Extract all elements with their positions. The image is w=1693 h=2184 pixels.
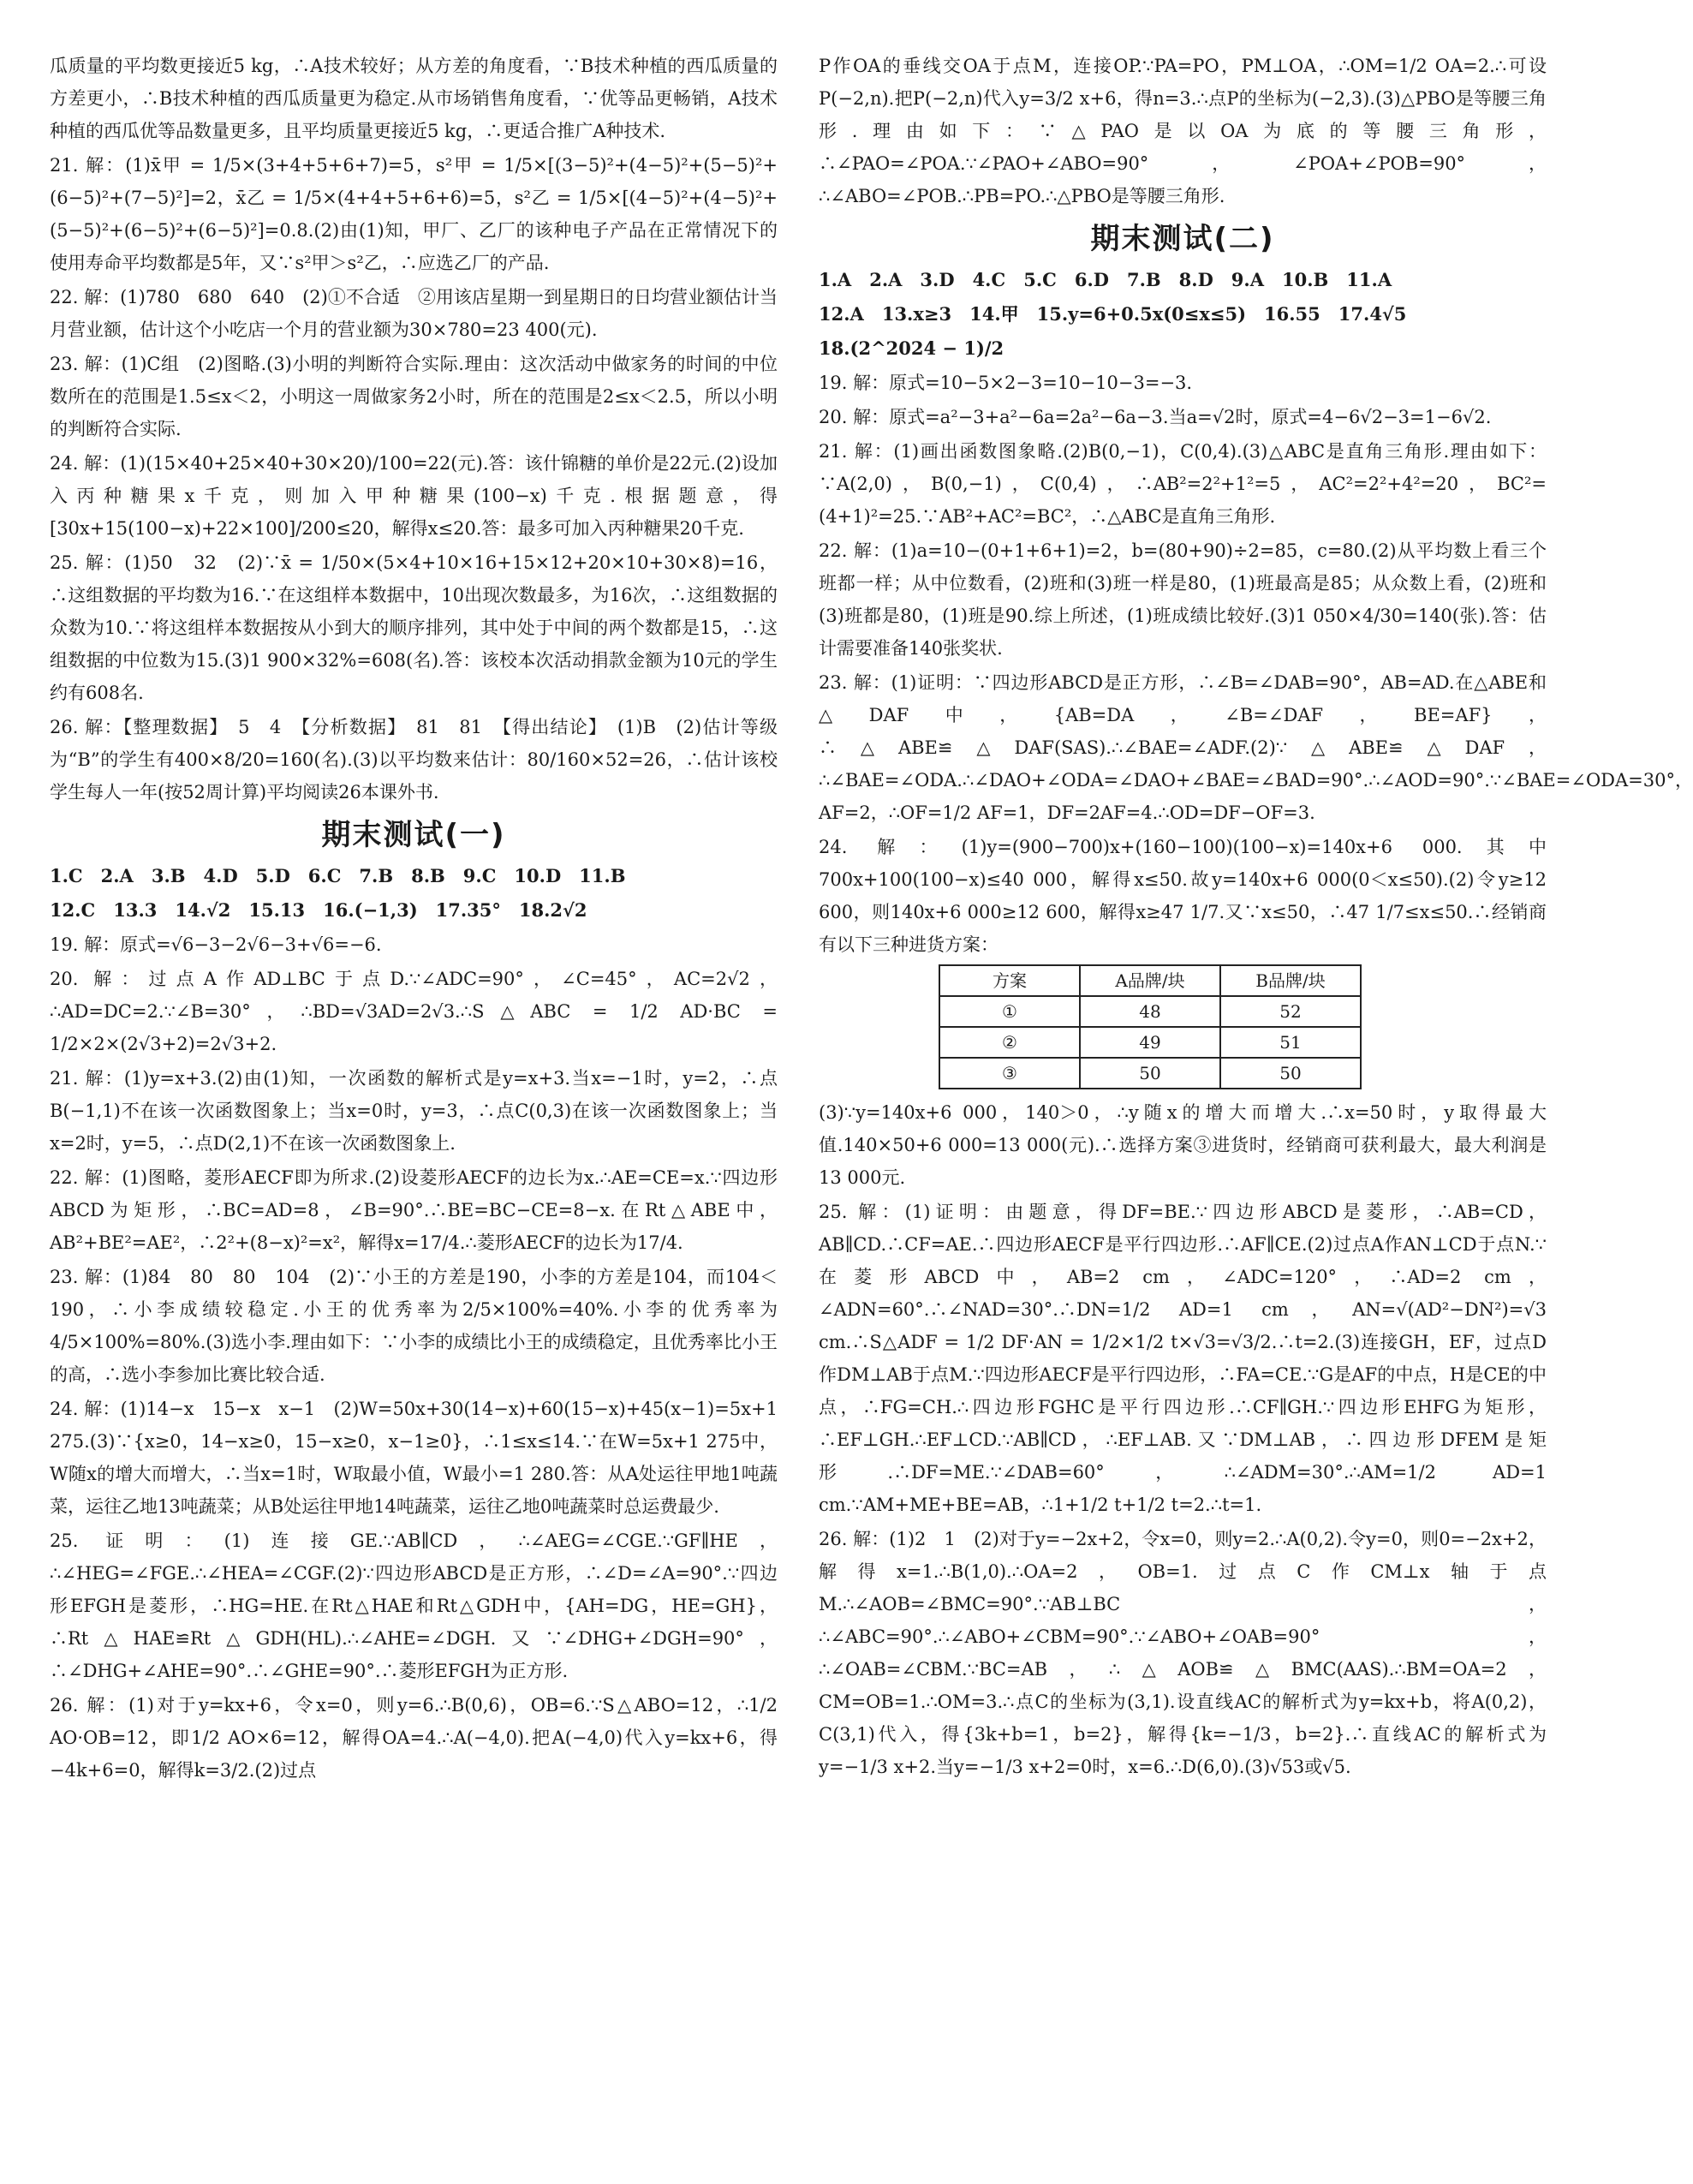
exam1-answer-24: 24. 解：(1)14−x 15−x x−1 (2)W=50x+30(14−x)+60(15−x)+45(x−1)=5x+1 275.(3)∵{x≥0，14−x≥0，15−x≥0，x−1≥0}，∴1≤x≤14.∵在W=5x+1 275中，W随x的增大而增大，∴当x=1时，W取最小值，W最小=1 280.答：从A处运往甲地1吨蔬菜，运往乙地13吨蔬菜；从B处运往甲地14吨蔬菜，运往乙地0吨蔬菜时总运费最少. [50,1399,778,1517]
exam1-answer-23: 23. 解：(1)84 80 80 104 (2)∵小王的方差是190，小李的方差是104，而104＜190，∴小李成绩较稳定.小王的优秀率为2/5×100%=40%.小李的优秀率为4/5×100%=80%.(3)选小李.理由如下：∵小李的成绩比小王的成绩稳定，且优秀率比小王的高，∴选小李参加比赛比较合适. [50,1267,778,1385]
section-title-exam-1: 期末测试(一) [321,818,506,852]
exam2-answer-25: 25. 解：(1)证明：由题意，得DF=BE.∵四边形ABCD是菱形，∴AB=CD，AB∥CD.∴CF=AE.∴四边形AECF是平行四边形.∴AF∥CE.(2)过点A作AN⊥CD于点N.∵在菱形ABCD中，AB=2 cm，∠ADC=120°，∴AD=2 cm，∠ADN=60°.∴∠NAD=30°.∴DN=1/2 AD=1 cm，AN=√(AD²−DN²)=√3 cm.∴S△ADF = 1/2 DF·AN = 1/2×1/2 t×√3=√3/2.∴t=2.(3)连接GH，EF，过点D作DM⊥AB于点M.∵四边形AECF是平行四边形，∴FA=CE.∵G是AF的中点，H是CE的中点，∴FG=CH.∴四边形FGHC是平行四边形.∴CF∥GH.∵四边形EHFG为矩形，∴EF⊥GH.∴EF⊥CD.∵AB∥CD，∴EF⊥AB.又∵DM⊥AB，∴四边形DFEM是矩形.∴DF=ME.∵∠DAB=60°，∴∠ADM=30°.∴AM=1/2 AD=1 cm.∵AM+ME+BE=AB，∴1+1/2 t+1/2 t=2.∴t=1. [819,1202,1547,1515]
exam2-answer-22: 22. 解：(1)a=10−(0+1+6+1)=2，b=(80+90)÷2=85，c=80.(2)从平均数上看三个班都一样；从中位数看，(2)班和(3)班一样是80，(1)班最高是85；从众数上看，(2)班和(3)班都是80，(1)班是90.综上所述，(1)班成绩比较好.(3)1 050×4/30=140(张).答：估计需要准备140张奖状. [819,540,1547,659]
exam1-choice-answers-a: 1.C 2.A 3.B 4.D 5.D 6.C 7.B 8.B 9.C 10.D 11.B [50,865,626,886]
exam2-answer-24-part2: (3)∵y=140x+6 000，140＞0，∴y随x的增大而增大.∴x=50时，y取得最大值.140×50+6 000=13 000(元).∴选择方案③进货时，经销商可获利最大，最大利润是13 000元. [819,1102,1547,1188]
table-cell: ② [939,1027,1080,1058]
exam1-answer-20: 20. 解：过点A作AD⊥BC于点D.∵∠ADC=90°，∠C=45°，AC=2√2，∴AD=DC=2.∵∠B=30°，∴BD=√3AD=2√3.∴S△ABC = 1/2 AD·BC = 1/2×2×(2√3+2)=2√3+2. [50,969,778,1054]
answer-25: 25. 解：(1)50 32 (2)∵x̄ = 1/50×(5×4+10×16+15×12+20×10+30×8)=16，∴这组数据的平均数为16.∵在这组样本数据中，10出现次数最多，为16次，∴这组数据的众数为10.∵将这组样本数据按从小到大的顺序排列，其中处于中间的两个数都是15，∴这组数据的中位数为15.(3)1 900×32%=608(名).答：该校本次活动捐款金额为10元的学生约有608名. [50,552,778,703]
table-header-cell: B品牌/块 [1220,965,1361,996]
answer-22: 22. 解：(1)780 680 640 (2)①不合适 ②用该店星期一到星期日的日均营业额估计当月营业额，估计这个小吃店一个月的营业额为30×780=23 400(元). [50,287,778,340]
table-header-cell: A品牌/块 [1080,965,1220,996]
table-row [939,996,1361,1027]
table-cell: 50 [1080,1058,1220,1089]
table-cell: 50 [1220,1058,1361,1089]
exam2-answer-23: 23. 解：(1)证明：∵四边形ABCD是正方形，∴∠B=∠DAB=90°，AB=AD.在△ABE和△DAF中，{AB=DA，∠B=∠DAF，BE=AF}，∴△ABE≌△DAF(SAS).∴∠BAE=∠ADF.(2)∵△ABE≌△DAF，∴∠BAE=∠ODA.∴∠DAO+∠ODA=∠DAO+∠BAE=∠BAD=90°.∴∠AOD=90°.∵∠BAE=∠ODA=30°，AF=2，∴OF=1/2 AF=1，DF=2AF=4.∴OD=DF−OF=3. [819,672,1693,823]
answer-21: 21. 解：(1)x̄甲 = 1/5×(3+4+5+6+7)=5，s²甲 = 1/5×[(3−5)²+(4−5)²+(5−5)²+(6−5)²+(7−5)²]=2，x̄乙 = 1/5×(4+4+5+6+6)=5，s²乙 = 1/5×[(4−5)²+(4−5)²+(5−5)²+(6−5)²+(6−5)²]=0.8.(2)由(1)知，甲厂、乙厂的该种电子产品在正常情况下的使用寿命平均数都是5年，又∵s²甲＞s²乙，∴应选乙厂的产品. [50,155,778,273]
table-cell: ① [939,996,1080,1027]
paragraph-continued: 瓜质量的平均数更接近5 kg，∴A技术较好；从方差的角度看，∵B技术种植的西瓜质量的方差更小，∴B技术种植的西瓜质量更为稳定.从市场销售角度看，∵优等品更畅销，A技术种植的西瓜优等品数量更多，且平均质量更接近5 kg，∴更适合推广A种技术. [50,56,778,141]
exam2-choice-answers-a: 1.A 2.A 3.D 4.C 5.C 6.D 7.B 8.D 9.A 10.B 11.A [819,269,1392,290]
exam2-choice-answers-b: 12.A 13.x≥3 14.甲 15.y=6+0.5x(0≤x≤5) 16.55 17.4√5 [819,303,1407,325]
purchase-plan-table [939,964,1362,1089]
table-cell: 48 [1080,996,1220,1027]
exam2-answer-20: 20. 解：原式=a²−3+a²−6a=2a²−6a−3.当a=√2时，原式=4−6√2−3=1−6√2. [819,407,1492,427]
exam1-answer-19: 19. 解：原式=√6−3−2√6−3+√6=−6. [50,934,382,955]
section-title-exam-2: 期末测试(二) [1090,222,1275,256]
exam2-answer-24-part1: 24. 解：(1)y=(900−700)x+(160−100)(100−x)=140x+6 000.其中700x+100(100−x)≤40 000，解得x≤50.故y=140x+6 000(0＜x≤50).(2)令y≥12 600，则140x+6 000≥12 600，解得x≥47 1/7.又∵x≤50，∴47 1/7≤x≤50.∴经销商有以下三种进货方案： [819,837,1547,955]
exam1-answer-26: 26. 解：(1)对于y=kx+6，令x=0，则y=6.∴B(0,6)，OB=6.∵S△ABO=12，∴1/2 AO·OB=12，即1/2 AO×6=12，解得OA=4.∴A(−4,0).把A(−4,0)代入y=kx+6，得−4k+6=0，解得k=3/2.(2)过点 [50,1695,778,1781]
table-cell: 51 [1220,1027,1361,1058]
table-header-row [939,965,1361,996]
table-cell: 49 [1080,1027,1220,1058]
exam2-answer-21: 21. 解：(1)画出函数图象略.(2)B(0,−1)，C(0,4).(3)△ABC是直角三角形.理由如下：∵A(2,0)，B(0,−1)，C(0,4)，∴AB²=2²+1²=5，AC²=2²+4²=20，BC²=(4+1)²=25.∵AB²+AC²=BC²，∴△ABC是直角三角形. [819,441,1547,527]
table-cell: ③ [939,1058,1080,1089]
right-column [819,50,1693,1785]
table-cell: 52 [1220,996,1361,1027]
table-header-cell: 方案 [939,965,1080,996]
exam1-answer-25: 25. 证明：(1)连接GE.∵AB∥CD，∴∠AEG=∠CGE.∵GF∥HE，∴∠HEG=∠FGE.∴∠HEA=∠CGF.(2)∵四边形ABCD是正方形，∴∠D=∠A=90°.∵四边形EFGH是菱形，∴HG=HE.在Rt△HAE和Rt△GDH中，{AH=DG，HE=GH}，∴Rt△HAE≌Rt△GDH(HL).∴∠AHE=∠DGH.又∵∠DHG+∠DGH=90°，∴∠DHG+∠AHE=90°.∴∠GHE=90°.∴菱形EFGH为正方形. [50,1531,778,1681]
paragraph-continued-right: P作OA的垂线交OA于点M，连接OP.∵PA=PO，PM⊥OA，∴OM=1/2 OA=2.∴可设P(−2,n).把P(−2,n)代入y=3/2 x+6，得n=3.∴点P的坐标为(−2,3).(3)△PBO是等腰三角形.理由如下：∵△PAO是以OA为底的等腰三角形，∴∠PAO=∠POA.∵∠PAO+∠ABO=90°，∠POA+∠POB=90°，∴∠ABO=∠POB.∴PB=PO.∴△PBO是等腰三角形. [819,56,1547,206]
answer-23: 23. 解：(1)C组 (2)图略.(3)小明的判断符合实际.理由：这次活动中做家务的时间的中位数所在的范围是1.5≤x＜2，小明这一周做家务2小时，所在的范围是2≤x＜2.5，所以小明的判断符合实际. [50,354,778,439]
exam1-answer-22: 22. 解：(1)图略，菱形AECF即为所求.(2)设菱形AECF的边长为x.∴AE=CE=x.∵四边形ABCD为矩形，∴BC=AD=8，∠B=90°.∴BE=BC−CE=8−x.在Rt△ABE中，AB²+BE²=AE²，∴2²+(8−x)²=x²，解得x=17/4.∴菱形AECF的边长为17/4. [50,1167,778,1253]
exam1-choice-answers-b: 12.C 13.3 14.√2 15.13 16.(−1,3) 17.35° 18.2√2 [50,899,587,921]
exam2-answer-26: 26. 解：(1)2 1 (2)对于y=−2x+2，令x=0，则y=2.∴A(0,2).令y=0，则0=−2x+2，解得x=1.∴B(1,0).∴OA=2，OB=1.过点C作CM⊥x轴于点M.∴∠AOB=∠BMC=90°.∵AB⊥BC，∴∠ABC=90°.∴∠ABO+∠CBM=90°.∵∠ABO+∠OAB=90°，∴∠OAB=∠CBM.∵BC=AB，∴△AOB≌△BMC(AAS).∴BM=OA=2，CM=OB=1.∴OM=3.∴点C的坐标为(3,1).设直线AC的解析式为y=kx+b，将A(0,2)，C(3,1)代入，得{3k+b=1，b=2}，解得{k=−1/3，b=2}.∴直线AC的解析式为y=−1/3 x+2.当y=−1/3 x+2=0时，x=6.∴D(6,0).(3)√53或√5. [819,1529,1547,1777]
exam2-answer-19: 19. 解：原式=10−5×2−3=10−10−3=−3. [819,373,1193,393]
table-row [939,1027,1361,1058]
answer-24: 24. 解：(1)(15×40+25×40+30×20)/100=22(元).答：该什锦糖的单价是22元.(2)设加入丙种糖果x千克，则加入甲种糖果(100−x)千克.根据题意，得[30x+15(100−x)+22×100]/200≤20，解得x≤20.答：最多可加入丙种糖果20千克. [50,453,778,539]
answer-26: 26. 解：【整理数据】 5 4 【分析数据】 81 81 【得出结论】 (1)B (2)估计等级为“B”的学生有400×8/20=160(名).(3)以平均数来估计：80/160×52=26，∴估计该校学生每人一年(按52周计算)平均阅读26本课外书. [50,717,778,803]
exam1-answer-21: 21. 解：(1)y=x+3.(2)由(1)知，一次函数的解析式是y=x+3.当x=−1时，y=2，∴点B(−1,1)不在该一次函数图象上；当x=0时，y=3，∴点C(0,3)在该一次函数图象上；当x=2时，y=5，∴点D(2,1)不在该一次函数图象上. [50,1068,778,1154]
table-row [939,1058,1361,1089]
left-column [50,50,778,1788]
exam2-choice-answers-c: 18.(2^2024 − 1)/2 [819,337,1004,359]
